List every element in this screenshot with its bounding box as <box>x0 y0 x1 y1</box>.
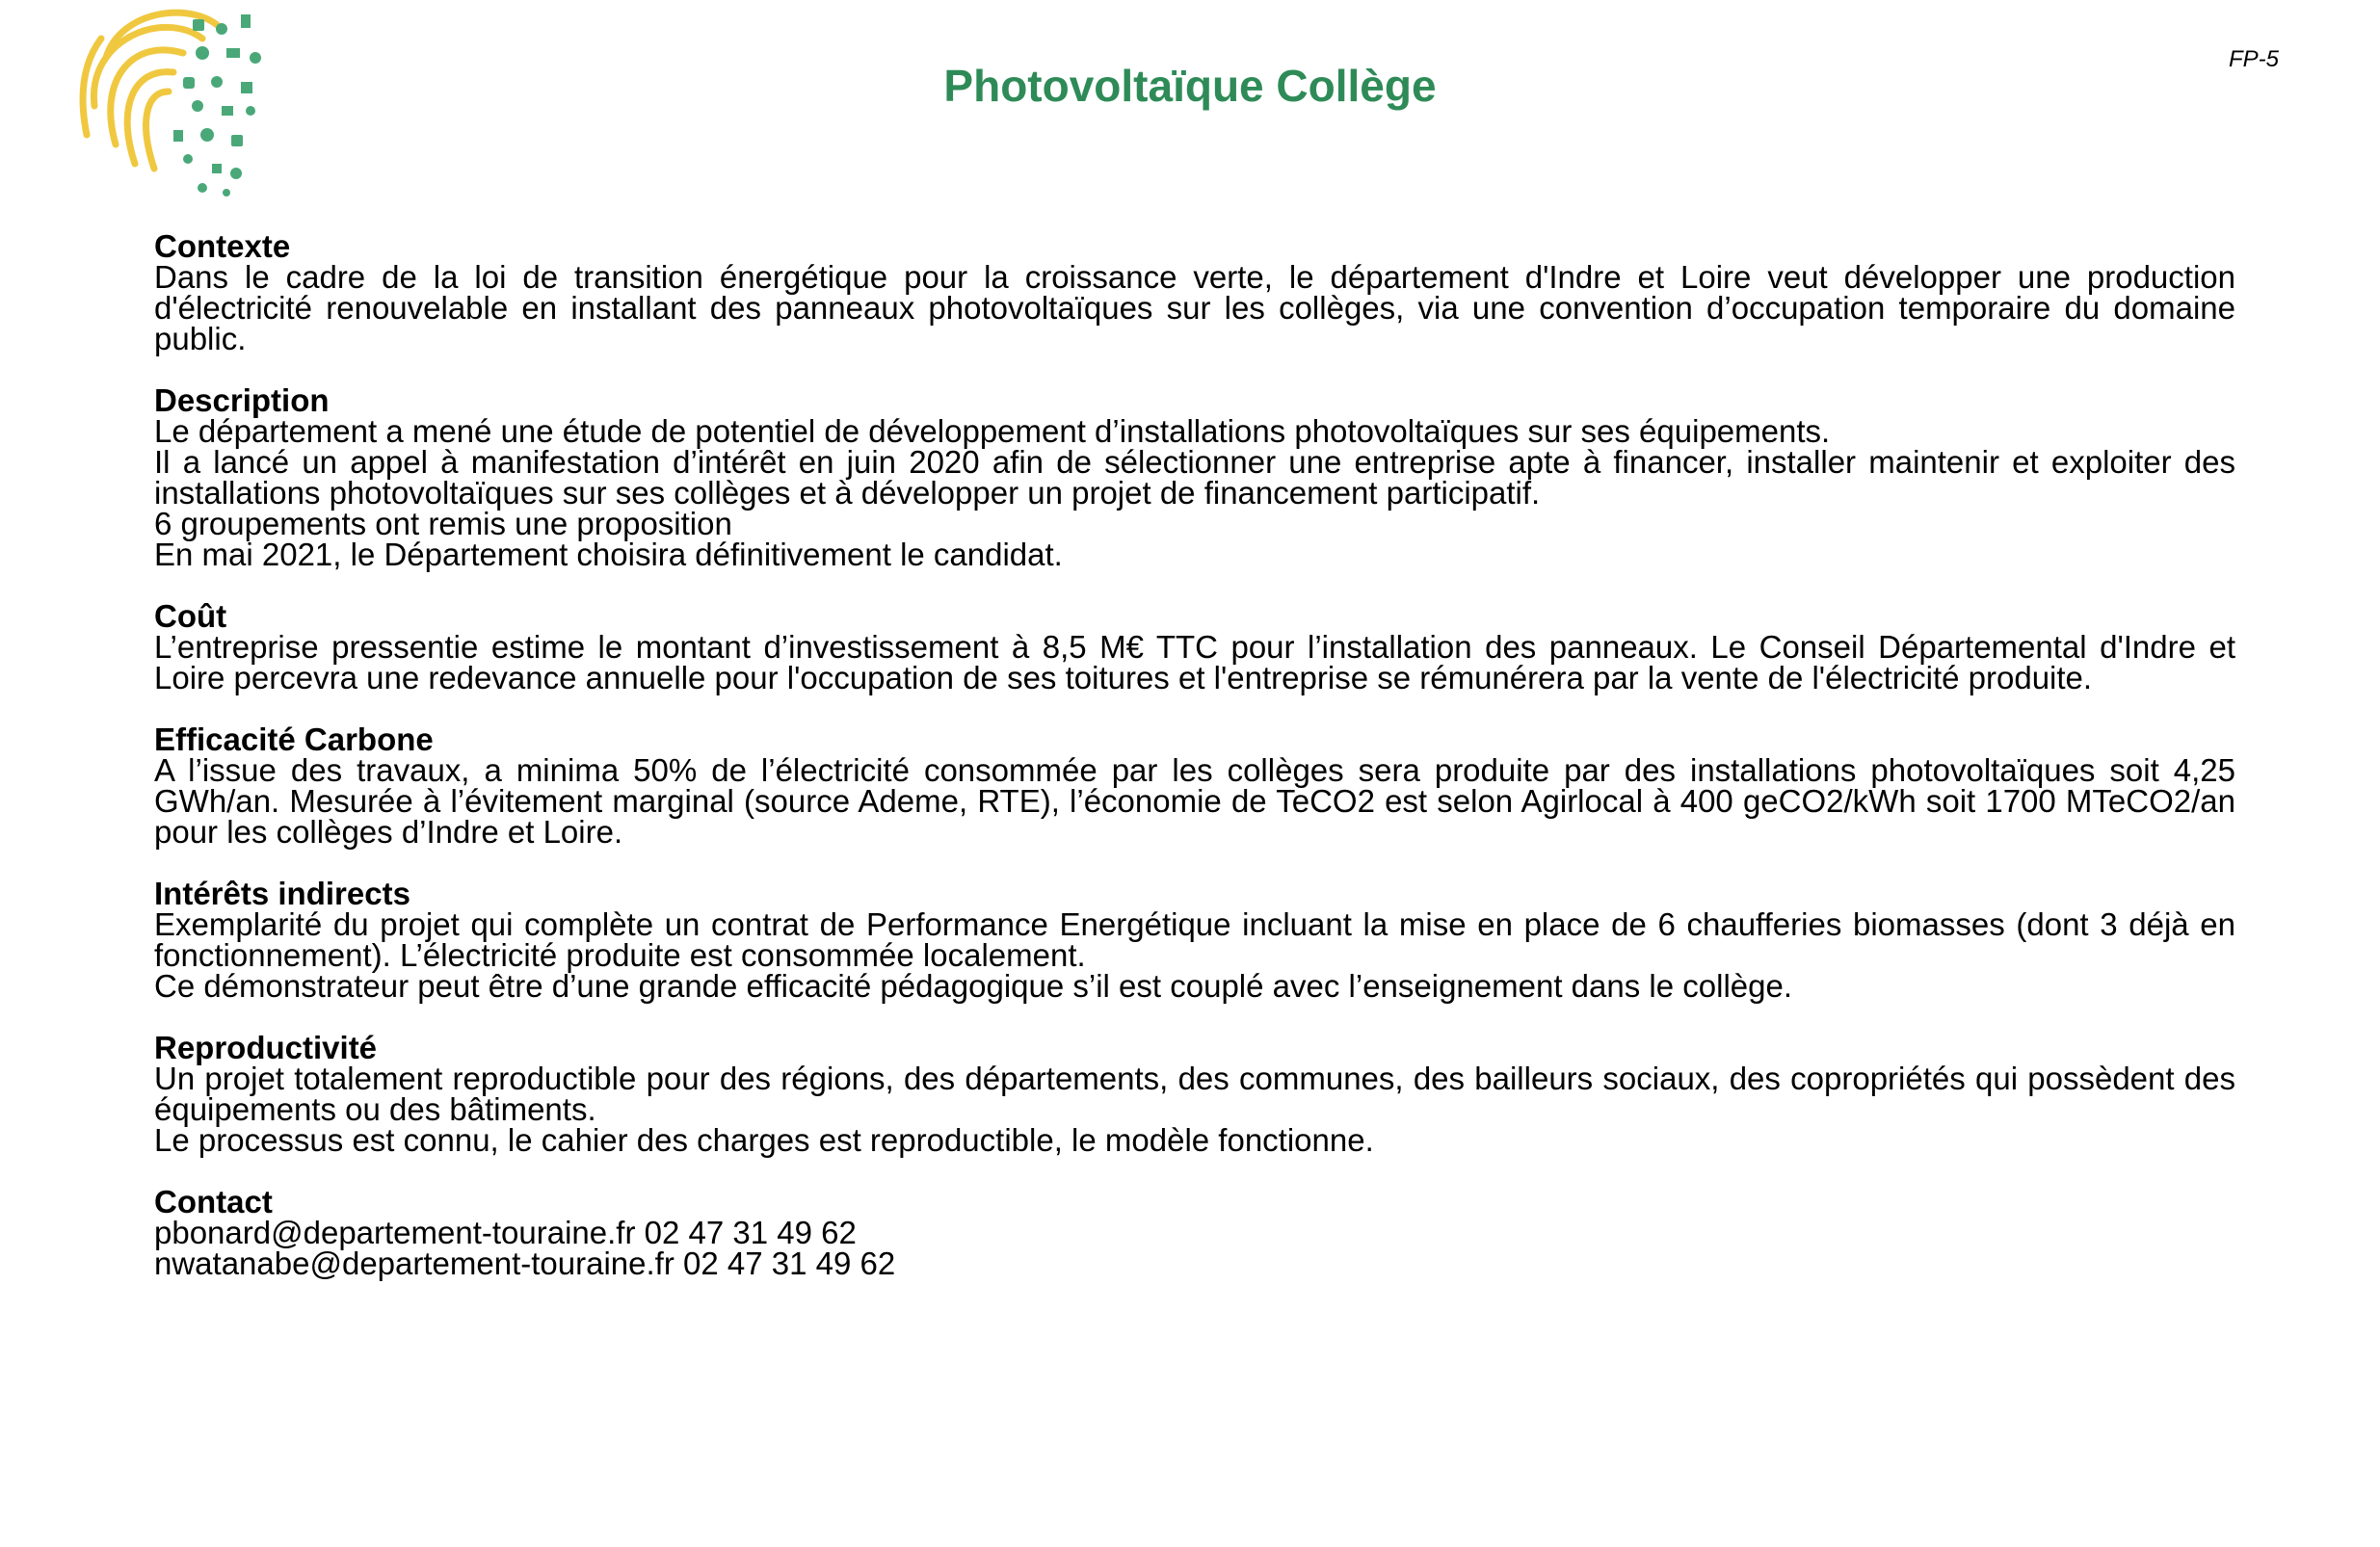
paragraph: Un projet totalement reproductible pour des régions, des départements, des communes, des bailleurs sociaux, des copropriétés qui possèdent des équipements ou des bâtiments. <box>154 1061 2235 1127</box>
paragraph: L’entreprise pressentie estime le montant d’investissement à 8,5 M€ TTC pour l’installation des panneaux. Le Conseil Départemental d'Indre et Loire percevra une redevance annuelle pour l'occupation de ses toitures et l'entreprise se rémunérera par la vente de l'électricité produite. <box>154 629 2235 695</box>
contact-line: nwatanabe@departement-touraine.fr 02 47 31 49 62 <box>154 1245 896 1281</box>
page-title: Photovoltaïque Collège <box>943 61 1437 111</box>
paragraph: Ce démonstrateur peut être d’une grande efficacité pédagogique s’il est couplé avec l’enseignement dans le collège. <box>154 968 1792 1004</box>
paragraph: Exemplarité du projet qui complète un contrat de Performance Energétique incluant la mise en place de 6 chaufferies biomasses (dont 3 déjà en fonctionnement). L’électricité produite est consommée localement. <box>154 906 2235 973</box>
document-reference: FP-5 <box>2228 46 2279 72</box>
paragraph: 6 groupements ont remis une proposition <box>154 506 732 541</box>
section-contact <box>154 1184 2235 1281</box>
section-heading: Description <box>154 382 330 418</box>
paragraph: A l’issue des travaux, a minima 50% de l’électricité consommée par les collèges sera produite par des installations photovoltaïques soit 4,25 GWh/an. Mesurée à l’évitement marginal (source Ademe, RTE), l’économie de TeCO2 est selon Agirlocal à 400 geCO2/kWh soit 1700 MTeCO2/an pour les collèges d’Indre et Loire. <box>154 752 2235 850</box>
section-cout <box>154 598 2235 695</box>
section-efficacite-carbone <box>154 721 2235 850</box>
paragraph: Dans le cadre de la loi de transition énergétique pour la croissance verte, le département d'Indre et Loire veut développer une production d'électricité renouvelable en installant des panneaux photovoltaïques sur les collèges, via une convention d’occupation temporaire du domaine public. <box>154 259 2235 356</box>
section-heading: Reproductivité <box>154 1030 378 1065</box>
section-interets-indirects <box>154 878 2235 1002</box>
section-heading: Efficacité Carbone <box>154 721 434 757</box>
section-contexte <box>154 228 2235 356</box>
section-heading: Intérêts indirects <box>154 876 410 911</box>
paragraph: Le département a mené une étude de potentiel de développement d’installations photovoltaïques sur ses équipements. <box>154 413 1831 449</box>
section-heading: Coût <box>154 598 227 634</box>
section-description <box>154 382 2235 572</box>
paragraph: En mai 2021, le Département choisira définitivement le candidat. <box>154 537 1063 572</box>
section-heading: Contexte <box>154 228 291 264</box>
paragraph: Il a lancé un appel à manifestation d’intérêt en juin 2020 afin de sélectionner une entreprise apte à financer, installer maintenir et exploiter des installations photovoltaïques sur ses collèges et à développer un projet de financement participatif. <box>154 444 2235 511</box>
section-heading: Contact <box>154 1184 273 1219</box>
paragraph: Le processus est connu, le cahier des charges est reproductible, le modèle fonctionne. <box>154 1122 1374 1158</box>
section-reproductivite <box>154 1030 2235 1158</box>
contact-line: pbonard@departement-touraine.fr 02 47 31 49 62 <box>154 1215 857 1250</box>
document-body <box>154 228 2235 1310</box>
